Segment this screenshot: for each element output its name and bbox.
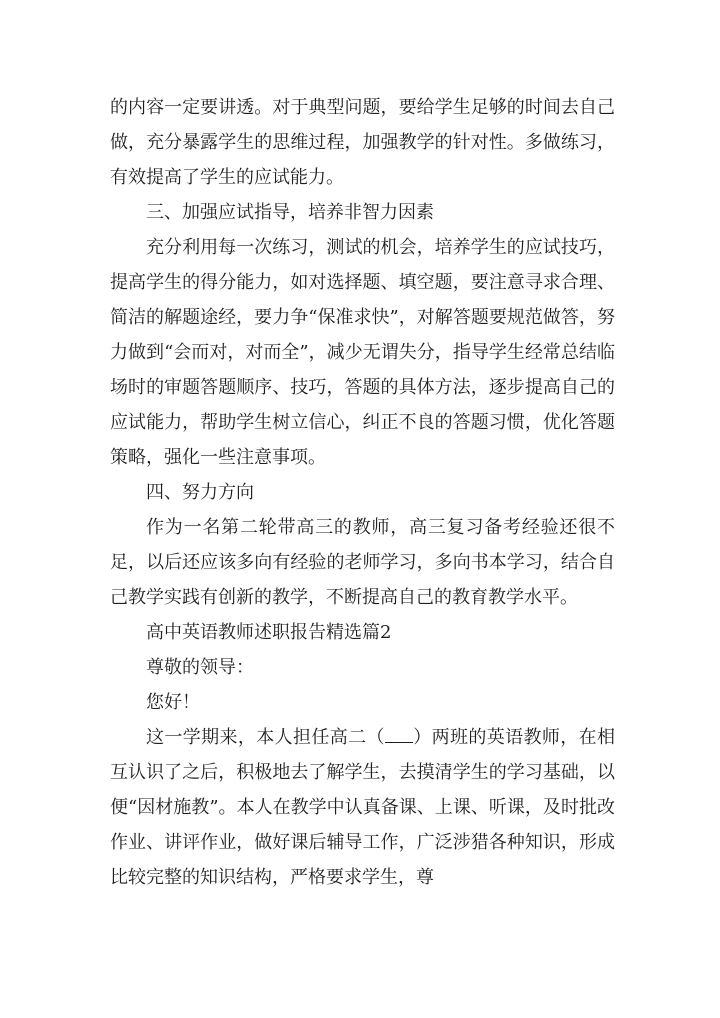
body-paragraph-continuation: 的内容一定要讲透。对于典型问题，要给学生足够的时间去自己做，充分暴露学生的思维过程，加强教学的针对性。多做练习，有效提高了学生的应试能力。 [110,97,615,188]
fill-in-blank [385,728,413,743]
article-title-part-2: 高中英语教师述职报告精选篇2 [146,622,392,643]
salutation: 尊敬的领导： [146,657,254,678]
greeting: 您好！ [146,692,200,713]
semester-text-after-blank: ）两班的英语教师，在相互认识了之后，积极地去了解学生，去摸清学生的学习基础，以便“因材施教”。本人在教学中认真备课、上课、听课，及时批改作业、讲评作业，做好课后辅导工作，广泛涉猎各种知识，形成比较完整的知识结构，严格要求学生，尊 [110,727,615,888]
section-heading-4: 四、努力方向 [146,482,254,503]
body-paragraph-exam-guidance: 充分利用每一次练习，测试的机会，培养学生的应试技巧，提高学生的得分能力，如对选择题、填空题，要注意寻求合理、简洁的解题途经，要力争“保准求快”，对解答题要规范做答，努力做到“会而对，对而全”，减少无谓失分，指导学生经常总结临场时的审题答题顺序、技巧，答题的具体方法，逐步提高自己的应试能力，帮助学生树立信心，纠正不良的答题习惯，优化答题策略，强化一些注意事项。 [110,237,615,468]
semester-text-before-blank: 这一学期来，本人担任高二（ [146,727,385,748]
document-body [110,90,615,895]
section-heading-3: 三、加强应试指导，培养非智力因素 [146,202,434,223]
body-paragraph-direction: 作为一名第二轮带高三的教师，高三复习备考经验还很不足，以后还应该多向有经验的老师学习，多向书本学习，结合自己教学实践有创新的教学，不断提高自己的教育教学水平。 [110,517,615,608]
body-paragraph-semester [110,720,615,895]
